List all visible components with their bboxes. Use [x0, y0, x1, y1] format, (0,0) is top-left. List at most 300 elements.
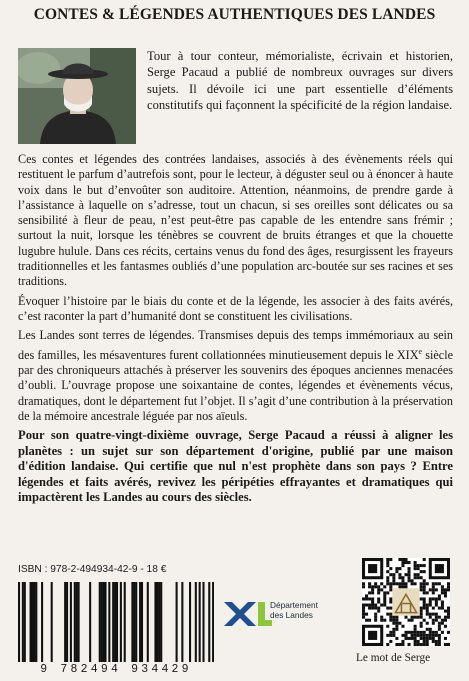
qr-code[interactable] [362, 558, 450, 646]
qr-module [401, 561, 404, 564]
qr-module [423, 570, 426, 573]
qr-module [386, 582, 389, 585]
qr-module [420, 588, 423, 591]
qr-module [438, 634, 441, 637]
qr-module [362, 582, 365, 585]
qr-module [441, 619, 444, 622]
qr-module [408, 576, 411, 579]
qr-module [435, 597, 438, 600]
qr-module [392, 619, 395, 622]
qr-module [420, 610, 423, 613]
barcode-bar [70, 582, 72, 662]
qr-module [420, 607, 423, 610]
qr-module [423, 643, 426, 646]
qr-module [441, 631, 444, 634]
qr-module [408, 631, 411, 634]
qr-module [395, 582, 398, 585]
qr-module [371, 585, 374, 588]
qr-module [389, 634, 392, 637]
qr-module [444, 591, 447, 594]
qr-module [398, 567, 401, 570]
qr-module [368, 582, 371, 585]
qr-module [386, 613, 389, 616]
qr-module [423, 558, 426, 561]
qr-module [377, 585, 380, 588]
qr-module [365, 613, 368, 616]
qr-module [371, 588, 374, 591]
barcode-bar [147, 582, 149, 662]
qr-module [414, 628, 417, 631]
barcode-bar [30, 582, 32, 662]
qr-module [371, 600, 374, 603]
qr-module [435, 600, 438, 603]
barcode-bar [104, 582, 106, 662]
qr-module [386, 564, 389, 567]
qr-module [444, 610, 447, 613]
qr-module [398, 622, 401, 625]
qr-module [389, 597, 392, 600]
qr-module [432, 637, 435, 640]
barcode-bar [24, 582, 26, 662]
logo-text: Département des Landes [270, 600, 318, 620]
qr-module [432, 597, 435, 600]
barcode [18, 582, 214, 666]
qr-module [414, 576, 417, 579]
qr-module [395, 637, 398, 640]
qr-module [392, 622, 395, 625]
qr-module [438, 625, 441, 628]
qr-module [371, 604, 374, 607]
qr-module [435, 619, 438, 622]
qr-module [414, 631, 417, 634]
qr-module [426, 604, 429, 607]
book-title: CONTES & LÉGENDES AUTHENTIQUES DES LANDES [33, 6, 436, 23]
qr-module [362, 616, 365, 619]
qr-module [417, 573, 420, 576]
qr-module [380, 588, 383, 591]
barcode-bar [18, 582, 20, 662]
qr-module [408, 567, 411, 570]
qr-module [432, 613, 435, 616]
barcode-bar [101, 582, 103, 662]
qr-module [438, 607, 441, 610]
qr-module [380, 582, 383, 585]
qr-module [389, 585, 392, 588]
qr-module [447, 610, 450, 613]
paragraph-3: Les Landes sont terres de légendes. Transmises depuis des temps immémoriaux au sein des familles, les mésaventures furent collationnées minutieusement depuis le XIXe siècle par des chroniqueurs attachés à préserver les souvenirs des époques anciennes menacées d’oubli. L’ouvrage propose une soixantaine de contes, légendes et évènements vécus, dramatiques, dont le département fut l’objet. Il s’agit d’une contribution à la préservation de la mémoire ancestrale léguée par nos aïeuls. [18, 328, 453, 423]
barcode-bar [103, 582, 105, 662]
qr-module [368, 591, 371, 594]
qr-module [435, 643, 438, 646]
qr-module [386, 570, 389, 573]
qr-module [432, 634, 435, 637]
qr-module [383, 619, 386, 622]
qr-module [386, 576, 389, 579]
qr-module [365, 619, 368, 622]
back-cover-text [18, 152, 453, 510]
qr-module [429, 613, 432, 616]
qr-module [426, 634, 429, 637]
qr-module [438, 616, 441, 619]
barcode-bar [99, 582, 101, 662]
paragraph-1: Ces contes et légendes des contrées landaises, associés à des évènements réels qui restituent le parfum d’autrefois sont, pour le lecteur, à déguster seul ou à énoncer à haute voix dans le but d’envoûter son auditoire. Attention, néanmoins, de prendre garde à l’assistance à laquelle on s’adresse, tout un chacun, si ses oreilles sont délicates ou sa sensibilité à fleur de peau, n’est peut-être pas capable de les entendre sans frémir ; surtout la nuit, lorsque les ténèbres se couvrent de bruits étranges et que la chouette lugubre hulule. Dans ces récits, certains venus du fond des âges, resurgissent les frayeurs traditionnelles et les fantasmes oubliés d’une population arc-boutée sur ses racines et ses traditions. [18, 152, 453, 289]
qr-module [389, 567, 392, 570]
qr-module [426, 640, 429, 643]
qr-module [392, 579, 395, 582]
qr-module [386, 591, 389, 594]
barcode-bar [158, 582, 160, 662]
qr-module [426, 582, 429, 585]
qr-module [395, 619, 398, 622]
barcode-bar [112, 582, 114, 662]
qr-module [438, 622, 441, 625]
qr-module [423, 631, 426, 634]
qr-module [447, 616, 450, 619]
barcode-bar [189, 582, 191, 662]
barcode-bar [181, 582, 183, 662]
qr-module [414, 567, 417, 570]
qr-module [429, 600, 432, 603]
qr-module [420, 582, 423, 585]
qr-module [392, 573, 395, 576]
qr-module [435, 631, 438, 634]
qr-module [447, 607, 450, 610]
qr-module [432, 585, 435, 588]
barcode-bar [51, 582, 53, 662]
qr-module [371, 591, 374, 594]
qr-module [383, 585, 386, 588]
qr-module [432, 622, 435, 625]
author-intro: Tour à tour conteur, mémorialiste, écrivain et historien, Serge Pacaud a publié de nombreux ouvrages sur divers sujets. Il dévoile ici une part essentielle d’éléments constitutifs qui façonnent la spécificité de la région landaise. [147, 49, 453, 113]
qr-module [408, 637, 411, 640]
qr-module [377, 597, 380, 600]
qr-module [383, 591, 386, 594]
qr-module [420, 585, 423, 588]
qr-module [398, 573, 401, 576]
qr-module [411, 631, 414, 634]
qr-module [408, 570, 411, 573]
qr-module [386, 561, 389, 564]
qr-module [414, 643, 417, 646]
qr-module [395, 616, 398, 619]
qr-module [380, 619, 383, 622]
qr-module [414, 640, 417, 643]
qr-module [389, 613, 392, 616]
qr-module [444, 594, 447, 597]
qr-module [420, 637, 423, 640]
qr-module [401, 625, 404, 628]
qr-module [368, 607, 371, 610]
qr-module [423, 588, 426, 591]
qr-module [401, 582, 404, 585]
qr-module [444, 619, 447, 622]
qr-module [423, 582, 426, 585]
qr-module [404, 634, 407, 637]
qr-module [420, 634, 423, 637]
qr-module [404, 631, 407, 634]
qr-module [386, 607, 389, 610]
qr-module [423, 591, 426, 594]
qr-module [408, 561, 411, 564]
qr-module [432, 631, 435, 634]
qr-module [429, 631, 432, 634]
qr-module [401, 585, 404, 588]
qr-module [395, 622, 398, 625]
qr-module [392, 582, 395, 585]
barcode-bar [31, 582, 33, 662]
qr-module [362, 597, 365, 600]
bold-paragraph: Pour son quatre-vingt-dixième ouvrage, Serge Pacaud a réussi à aligner les planètes : un sujet sur son département d'origine, publié par une maison d'édition landaise. Qui certifie que nul n'est prophète dans son pays ? Entre légendes et faits avérés, revivez les péripéties effrayantes et dramatiques qui impactèrent les Landes au cours des siècles. [18, 428, 453, 505]
barcode-bar [108, 582, 110, 662]
qr-module [438, 597, 441, 600]
qr-module [435, 634, 438, 637]
qr-module [392, 616, 395, 619]
qr-module [380, 604, 383, 607]
qr-module [429, 616, 432, 619]
qr-module [426, 643, 429, 646]
qr-module [380, 616, 383, 619]
barcode-bar [131, 582, 133, 662]
qr-module [432, 582, 435, 585]
qr-module [447, 631, 450, 634]
qr-module [408, 619, 411, 622]
qr-module [362, 604, 365, 607]
qr-module [441, 604, 444, 607]
qr-module [404, 616, 407, 619]
qr-module [414, 625, 417, 628]
qr-module [389, 600, 392, 603]
barcode-number: 9 782494 934429 [40, 663, 192, 676]
qr-module [432, 640, 435, 643]
qr-module [386, 579, 389, 582]
qr-module [395, 628, 398, 631]
qr-module [420, 597, 423, 600]
qr-module [423, 607, 426, 610]
qr-module [423, 640, 426, 643]
qr-module [368, 597, 371, 600]
qr-module [417, 564, 420, 567]
qr-module [362, 607, 365, 610]
qr-module [444, 643, 447, 646]
qr-module [435, 616, 438, 619]
qr-module [383, 600, 386, 603]
qr-module [398, 585, 401, 588]
qr-module [389, 619, 392, 622]
qr-module [404, 585, 407, 588]
qr-module [362, 613, 365, 616]
qr-module [432, 607, 435, 610]
qr-module [377, 591, 380, 594]
qr-module [374, 585, 377, 588]
qr-module [429, 588, 432, 591]
qr-module [435, 613, 438, 616]
isbn-price: ISBN : 978-2-494934-42-9 - 18 € [18, 564, 167, 575]
qr-module [386, 634, 389, 637]
qr-caption: Le mot de Serge [356, 652, 431, 664]
qr-module [417, 634, 420, 637]
barcode-bar [120, 582, 122, 662]
qr-module [429, 628, 432, 631]
qr-module [426, 591, 429, 594]
qr-module [414, 637, 417, 640]
qr-module [389, 573, 392, 576]
barcode-bar [124, 582, 126, 662]
qr-module [389, 582, 392, 585]
qr-module [441, 607, 444, 610]
qr-module [392, 576, 395, 579]
qr-module [389, 631, 392, 634]
qr-module [417, 631, 420, 634]
qr-module [426, 607, 429, 610]
qr-module [377, 610, 380, 613]
qr-module [420, 616, 423, 619]
qr-module [408, 579, 411, 582]
qr-module [374, 619, 377, 622]
qr-module [374, 582, 377, 585]
qr-module [420, 576, 423, 579]
barcode-bar [33, 582, 35, 662]
qr-module [383, 604, 386, 607]
qr-module [404, 558, 407, 561]
qr-module [371, 597, 374, 600]
barcode-bar [22, 582, 24, 662]
qr-module [432, 619, 435, 622]
qr-module [438, 582, 441, 585]
author-photo [18, 48, 136, 144]
qr-module [420, 625, 423, 628]
qr-module [447, 582, 450, 585]
qr-module [395, 570, 398, 573]
qr-module [423, 637, 426, 640]
qr-module [383, 597, 386, 600]
qr-module [389, 640, 392, 643]
qr-module [438, 628, 441, 631]
qr-module [411, 637, 414, 640]
qr-module [368, 604, 371, 607]
qr-module [392, 631, 395, 634]
qr-module [401, 643, 404, 646]
qr-module [411, 616, 414, 619]
qr-module [444, 637, 447, 640]
qr-module [414, 564, 417, 567]
barcode-bar [195, 582, 197, 662]
qr-module [374, 613, 377, 616]
barcode-bar [66, 582, 68, 662]
qr-module [395, 625, 398, 628]
qr-module [420, 570, 423, 573]
barcode-bar [141, 582, 143, 662]
qr-module [401, 558, 404, 561]
barcode-bar [160, 582, 162, 662]
qr-module [365, 597, 368, 600]
qr-module [404, 637, 407, 640]
barcode-bar [135, 582, 137, 662]
qr-module [377, 588, 380, 591]
barcode-bar [116, 582, 118, 662]
qr-module [447, 585, 450, 588]
qr-module [404, 582, 407, 585]
qr-module [414, 582, 417, 585]
qr-module [398, 558, 401, 561]
qr-module [386, 558, 389, 561]
qr-module [420, 564, 423, 567]
paragraph-2: Évoquer l’histoire par le biais du conte et de la légende, les associer à des faits avérés, c’est raconter la part d’humanité dont se constituent les civilisations. [18, 293, 453, 323]
qr-module [365, 594, 368, 597]
qr-module [414, 561, 417, 564]
qr-module [435, 588, 438, 591]
qr-module [423, 619, 426, 622]
qr-module [401, 634, 404, 637]
qr-module [389, 588, 392, 591]
qr-module [368, 585, 371, 588]
qr-module [368, 619, 371, 622]
barcode-bar [199, 582, 201, 662]
qr-module [404, 561, 407, 564]
barcode-bar [76, 582, 78, 662]
qr-module [414, 616, 417, 619]
qr-module [395, 567, 398, 570]
barcode-bar [156, 582, 158, 662]
qr-module [374, 604, 377, 607]
barcode-bar [212, 582, 214, 662]
qr-module [401, 579, 404, 582]
barcode-bar [114, 582, 116, 662]
qr-module [383, 594, 386, 597]
qr-module [411, 634, 414, 637]
qr-module [377, 600, 380, 603]
qr-module [362, 585, 365, 588]
qr-module [441, 622, 444, 625]
qr-module [417, 643, 420, 646]
qr-module [429, 634, 432, 637]
qr-module [447, 613, 450, 616]
qr-module [426, 613, 429, 616]
qr-module [444, 625, 447, 628]
qr-module [401, 576, 404, 579]
qr-module [432, 588, 435, 591]
qr-module [417, 616, 420, 619]
barcode-bar [74, 582, 76, 662]
qr-module [377, 607, 380, 610]
qr-module [392, 628, 395, 631]
barcode-bar [154, 582, 156, 662]
qr-module [395, 643, 398, 646]
barcode-bar [202, 582, 204, 662]
qr-module [411, 579, 414, 582]
qr-module [429, 637, 432, 640]
qr-module [420, 613, 423, 616]
qr-module [438, 637, 441, 640]
qr-module [417, 640, 420, 643]
qr-module [414, 634, 417, 637]
qr-module [426, 637, 429, 640]
qr-module [401, 640, 404, 643]
qr-module [374, 607, 377, 610]
qr-module [420, 622, 423, 625]
barcode-bar [41, 582, 43, 662]
barcode-bar [133, 582, 135, 662]
qr-module [444, 588, 447, 591]
qr-module [423, 585, 426, 588]
qr-module [423, 600, 426, 603]
qr-module [426, 628, 429, 631]
qr-module [423, 634, 426, 637]
qr-module [398, 576, 401, 579]
qr-module [392, 634, 395, 637]
qr-module [444, 616, 447, 619]
qr-module [435, 604, 438, 607]
barcode-bar [64, 582, 66, 662]
